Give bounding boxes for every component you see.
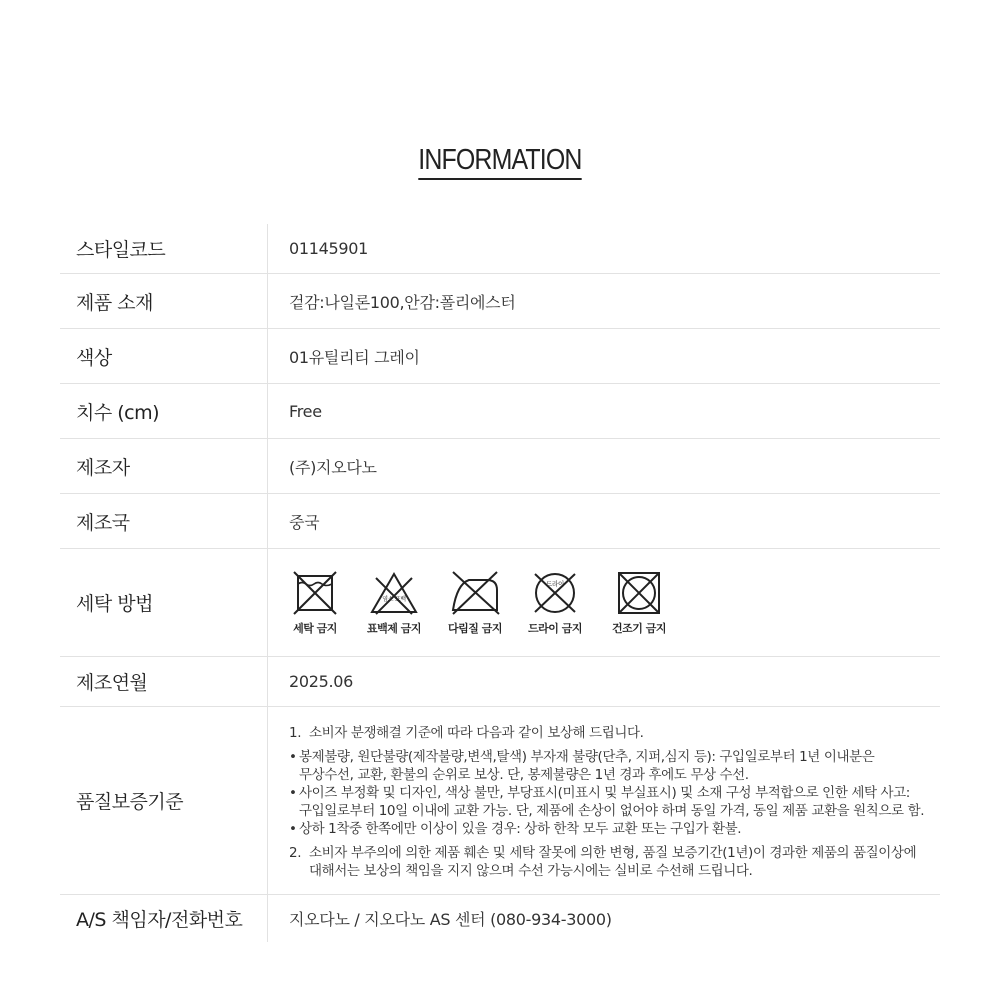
care-item-no-wash — [289, 570, 341, 636]
row-quality — [60, 707, 940, 895]
quality-bullet: • 상하 1착중 한쪽에만 이상이 있을 경우: 상하 한착 모두 교환 또는 구입가 환불. — [289, 821, 742, 837]
care-caption: 세탁 금지 — [293, 621, 337, 635]
row-country — [60, 494, 940, 549]
care-caption: 표백제 금지 — [367, 621, 421, 635]
row-material — [60, 274, 940, 329]
quality-bullet: • 봉제불량, 원단불량(제작불량,변색,탈색) 부자재 불량(단추, 지퍼,심지 등): 구입일로부터 1년 이내분은 무상수선, 교환, 환불의 순위로 보상. 단, 봉제불량은 1년 경과 후에도 무상 수선. — [289, 749, 875, 783]
bullet-line: 무상수선, 교환, 환불의 순위로 보상. 단, 봉제불량은 1년 경과 후에도 무상 수선. — [299, 767, 749, 783]
no-dryclean-icon — [531, 570, 579, 616]
no-tumble-dry-icon — [616, 570, 662, 616]
row-color — [60, 329, 940, 384]
bleach-symbol-text: 염소 표백 — [382, 595, 406, 603]
item-number: 2. — [289, 845, 302, 861]
value-material: 겉감:나일론100,안감:폴리에스터 — [289, 292, 516, 312]
label-quality: 품질보증기준 — [60, 707, 268, 894]
label-color: 색상 — [60, 329, 268, 383]
row-date — [60, 657, 940, 707]
care-caption: 드라이 금지 — [528, 621, 582, 635]
value-washing — [268, 549, 940, 656]
label-as: A/S 책임자/전화번호 — [60, 895, 268, 942]
row-washing — [60, 549, 940, 657]
quality-item-1 — [289, 724, 924, 742]
label-maker: 제조자 — [60, 439, 268, 493]
bullet-line: 봉제불량, 원단불량(제작불량,변색,탈색) 부자재 불량(단추, 지퍼,심지 등): 구입일로부터 1년 이내분은 — [299, 749, 875, 765]
label-date: 제조연월 — [60, 657, 268, 706]
label-style-code: 스타일코드 — [60, 224, 268, 273]
item-number: 1. — [289, 725, 302, 741]
value-as: 지오다노 / 지오다노 AS 센터 (080-934-3000) — [289, 910, 612, 929]
care-item-no-dryclean — [525, 570, 585, 636]
value-country: 중국 — [289, 512, 320, 532]
no-iron-icon — [449, 570, 501, 616]
care-caption: 건조기 금지 — [612, 621, 666, 635]
care-item-no-iron — [445, 570, 505, 636]
item-line: 대해서는 보상의 책임을 지지 않으며 수선 가능시에는 실비로 수선해 드립니다. — [309, 863, 753, 879]
value-date: 2025.06 — [289, 672, 354, 691]
item-line: 소비자 부주의에 의한 제품 훼손 및 세탁 잘못에 의한 변형, 품질 보증기간(1년)이 경과한 제품의 품질이상에 — [309, 845, 917, 861]
row-maker — [60, 439, 940, 494]
value-style-code: 01145901 — [289, 239, 369, 258]
value-maker: (주)지오다노 — [289, 457, 377, 477]
bullet-line: 상하 1착중 한쪽에만 이상이 있을 경우: 상하 한착 모두 교환 또는 구입가 환불. — [299, 821, 742, 837]
care-caption: 다림질 금지 — [448, 621, 502, 635]
care-icons — [289, 570, 669, 636]
label-washing: 세탁 방법 — [60, 549, 268, 656]
value-quality — [268, 707, 940, 894]
value-color: 01유틸리티 그레이 — [289, 347, 420, 367]
label-country: 제조국 — [60, 494, 268, 548]
row-style-code — [60, 224, 940, 274]
row-size — [60, 384, 940, 439]
info-table — [60, 224, 940, 942]
no-wash-icon — [292, 570, 338, 616]
quality-text — [289, 724, 924, 880]
label-size: 치수 (cm) — [60, 384, 268, 438]
page-title-wrap — [0, 144, 1000, 180]
quality-item-2 — [289, 844, 924, 880]
value-size: Free — [289, 401, 322, 421]
care-item-no-bleach — [365, 570, 423, 636]
dryclean-symbol-text: 드라이 — [546, 579, 564, 588]
item-text: 소비자 분쟁해결 기준에 따라 다음과 같이 보상해 드립니다. — [309, 725, 644, 741]
bullet-line: 구입일로부터 10일 이내에 교환 가능. 단, 제품에 손상이 없어야 하며 동일 가격, 동일 제품 교환을 원칙으로 함. — [299, 803, 925, 819]
bullet-line: 사이즈 부정확 및 디자인, 색상 불만, 부당표시(미표시 및 부실표시) 및 소재 구성 부적합으로 인한 세탁 사고: — [299, 785, 910, 801]
care-item-no-tumble-dry — [609, 570, 669, 636]
no-bleach-icon — [368, 570, 420, 616]
quality-bullet: • 사이즈 부정확 및 디자인, 색상 불만, 부당표시(미표시 및 부실표시) 및 소재 구성 부적합으로 인한 세탁 사고: 구입일로부터 10일 이내에 교환 가능. 단, 제품에 손상이 없어야 하며 동일 가격, 동일 제품 교환을 원칙으로 함. — [289, 785, 925, 819]
row-as — [60, 895, 940, 942]
label-material: 제품 소재 — [60, 274, 268, 328]
page-title: INFORMATION — [418, 144, 581, 180]
